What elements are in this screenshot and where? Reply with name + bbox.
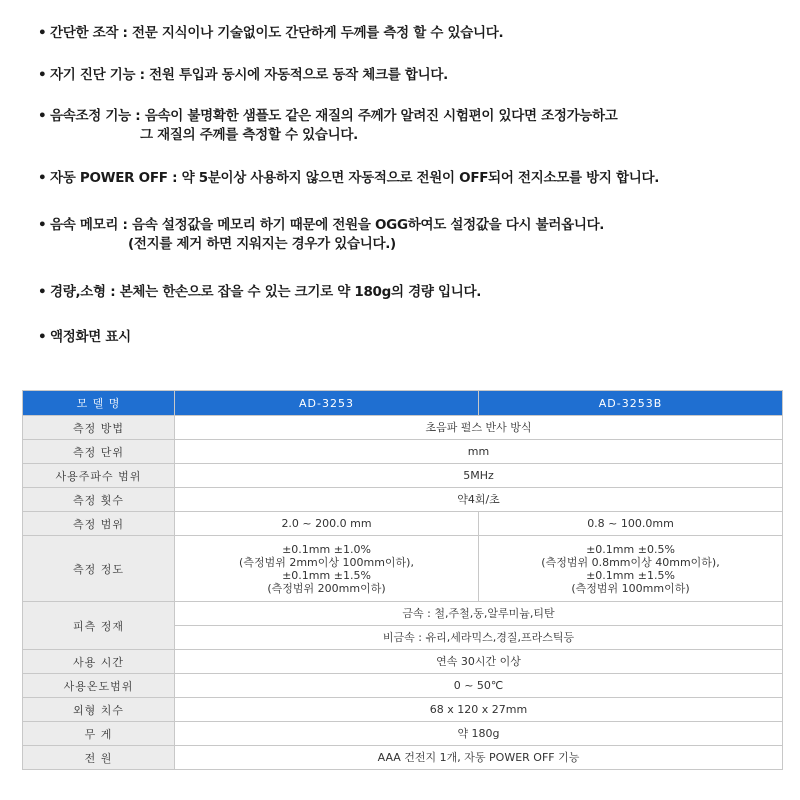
feature-text: 음속 메모리 : 음속 설정값을 메모리 하기 때문에 전원을 OGG하여도 설정값을 다시 불러옵니다.	[50, 217, 605, 233]
feature-item	[38, 329, 131, 346]
feature-text-continued: 그 재질의 주께를 측정할 수 있습니다.	[140, 127, 358, 143]
row-label: 측정 단위	[23, 440, 175, 464]
table-row	[23, 722, 783, 746]
row-label: 측정 범위	[23, 512, 175, 536]
feature-text: 음속조정 기능 : 음속이 불명확한 샘플도 같은 재질의 주께가 알려진 시험편이 있다면 조정가능하고	[50, 108, 618, 124]
row-value-nonmetal: 비금속 : 유리,세라믹스,경질,프라스틱등	[175, 626, 783, 650]
row-value: mm	[175, 440, 783, 464]
row-value: 초음파 펄스 반사 방식	[175, 416, 783, 440]
row-value: 68 x 120 x 27mm	[175, 698, 783, 722]
row-value-ad3253b: 0.8 ~ 100.0mm	[479, 512, 783, 536]
header-model: 모 델 명	[23, 391, 175, 416]
feature-item	[38, 25, 503, 42]
spec-table	[22, 390, 783, 770]
table-header-row	[23, 391, 783, 416]
table-row	[23, 536, 783, 602]
feature-item	[38, 217, 604, 253]
bullet-icon: •	[38, 170, 47, 186]
table-row	[23, 746, 783, 770]
feature-item	[38, 67, 448, 84]
feature-text: 간단한 조작 : 전문 지식이나 기술없이도 간단하게 두께를 측정 할 수 있습니다.	[50, 25, 504, 41]
row-label: 사용주파수 범위	[23, 464, 175, 488]
feature-text: 자동 POWER OFF : 약 5분이상 사용하지 않으면 자동적으로 전원이 OFF되어 전지소모를 방지 합니다.	[50, 170, 660, 186]
table-row	[23, 440, 783, 464]
row-value: 연속 30시간 이상	[175, 650, 783, 674]
feature-text: 자기 진단 기능 : 전원 투입과 동시에 자동적으로 동작 체크를 합니다.	[50, 67, 448, 83]
feature-text: 액정화면 표시	[50, 329, 131, 345]
row-label: 외형 치수	[23, 698, 175, 722]
row-label: 측정 정도	[23, 536, 175, 602]
table-row	[23, 512, 783, 536]
feature-item	[38, 284, 481, 301]
bullet-icon: •	[38, 329, 47, 345]
table-row	[23, 488, 783, 512]
feature-item	[38, 170, 659, 187]
row-label: 측정 횟수	[23, 488, 175, 512]
row-value-ad3253: ±0.1mm ±1.0% (측정범위 2mm이상 100mm이하), ±0.1mm ±1.5% (측정범위 200mm이하)	[175, 536, 479, 602]
row-value: 약 180g	[175, 722, 783, 746]
bullet-icon: •	[38, 67, 47, 83]
row-label: 전 원	[23, 746, 175, 770]
bullet-icon: •	[38, 284, 47, 300]
bullet-icon: •	[38, 25, 47, 41]
table-row	[23, 416, 783, 440]
bullet-icon: •	[38, 108, 47, 124]
table-row	[23, 602, 783, 626]
row-value: 5MHz	[175, 464, 783, 488]
feature-text-continued: (전지를 제거 하면 지워지는 경우가 있습니다.)	[128, 236, 396, 252]
row-value-ad3253: 2.0 ~ 200.0 mm	[175, 512, 479, 536]
header-model-ad3253: AD-3253	[175, 391, 479, 416]
row-value: AAA 건전지 1개, 자동 POWER OFF 기능	[175, 746, 783, 770]
row-value-ad3253b: ±0.1mm ±0.5% (측정범위 0.8mm이상 40mm이하), ±0.1mm ±1.5% (측정범위 100mm이하)	[479, 536, 783, 602]
row-label: 사용온도범위	[23, 674, 175, 698]
feature-text: 경량,소형 : 본체는 한손으로 잡을 수 있는 크기로 약 180g의 경량 입니다.	[50, 284, 482, 300]
row-label: 측정 방법	[23, 416, 175, 440]
row-value: 약4회/초	[175, 488, 783, 512]
row-label: 사용 시간	[23, 650, 175, 674]
table-row	[23, 698, 783, 722]
feature-item	[38, 108, 618, 144]
row-label: 무 게	[23, 722, 175, 746]
header-model-ad3253b: AD-3253B	[479, 391, 783, 416]
row-value: 0 ~ 50℃	[175, 674, 783, 698]
row-value-metal: 금속 : 철,주철,동,알루미늄,티탄	[175, 602, 783, 626]
table-row	[23, 674, 783, 698]
bullet-icon: •	[38, 217, 47, 233]
row-label: 피측 정재	[23, 602, 175, 650]
table-row	[23, 650, 783, 674]
table-row	[23, 464, 783, 488]
